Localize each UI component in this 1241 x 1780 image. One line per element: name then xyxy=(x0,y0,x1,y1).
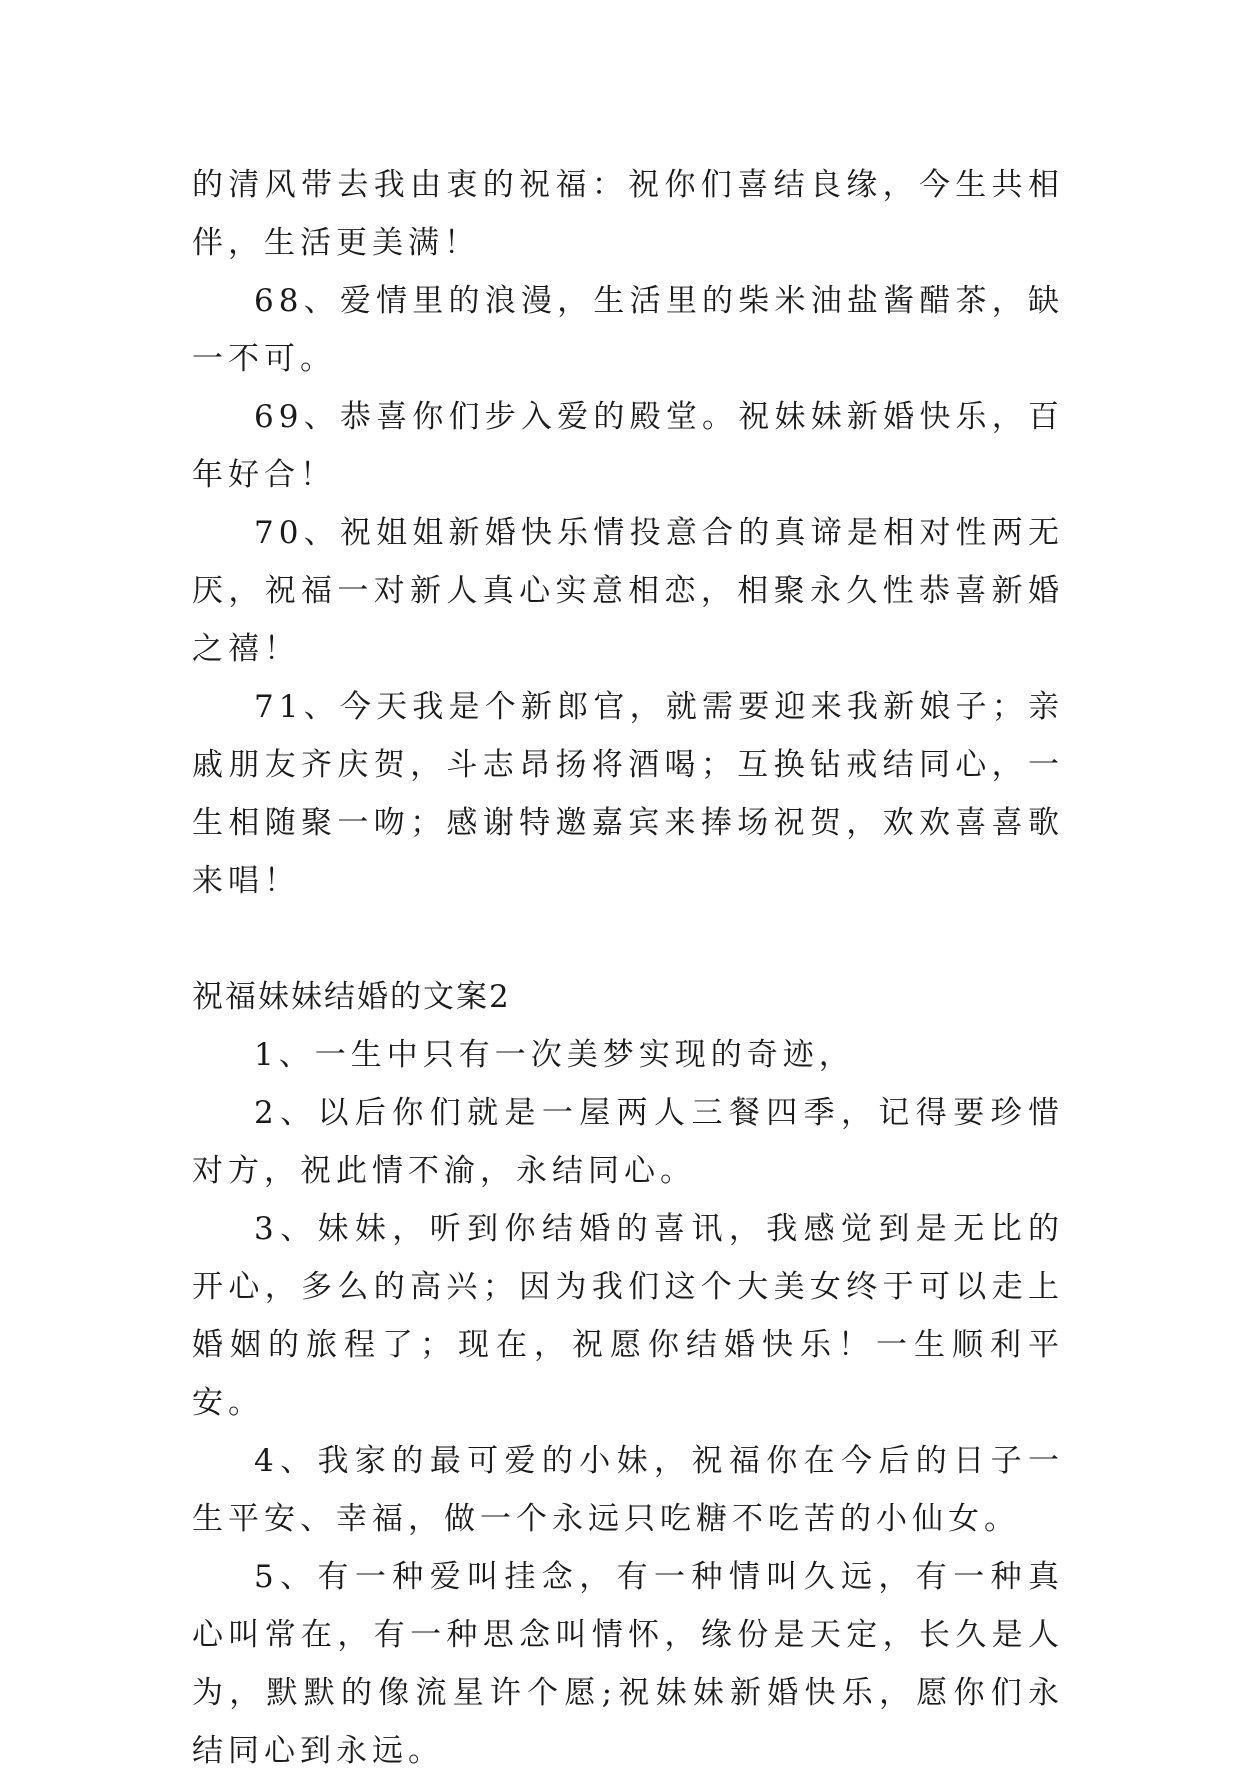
paragraph-2: 2、以后你们就是一屋两人三餐四季，记得要珍惜对方，祝此情不渝，永结同心。 xyxy=(192,1095,1064,1189)
paragraph-68: 68、爱情里的浪漫，生活里的柴米油盐酱醋茶，缺一不可。 xyxy=(192,283,1064,377)
paragraph-69: 69、恭喜你们步入爱的殿堂。祝妹妹新婚快乐，百年好合！ xyxy=(192,399,1064,493)
paragraph-1: 1、一生中只有一次美梦实现的奇迹， xyxy=(254,1037,855,1073)
paragraph-70: 70、祝姐姐新婚快乐情投意合的真谛是相对性两无厌，祝福一对新人真心实意相恋，相聚永久性恭喜新婚之禧！ xyxy=(192,515,1064,667)
paragraph-4: 4、我家的最可爱的小妹，祝福你在今后的日子一生平安、幸福，做一个永远只吃糖不吃苦的小仙女。 xyxy=(192,1443,1064,1537)
paragraph-3: 3、妹妹，听到你结婚的喜讯，我感觉到是无比的开心，多么的高兴；因为我们这个大美女终于可以走上婚姻的旅程了；现在，祝愿你结婚快乐！一生顺利平安。 xyxy=(192,1211,1064,1421)
paragraph-5: 5、有一种爱叫挂念，有一种情叫久远，有一种真心叫常在，有一种思念叫情怀，缘份是天定，长久是人为，默默的像流星许个愿;祝妹妹新婚快乐，愿你们永结同心到永远。 xyxy=(192,1559,1064,1769)
paragraph-continuation: 的清风带去我由衷的祝福：祝你们喜结良缘，今生共相伴，生活更美满！ xyxy=(192,167,1064,261)
document-body xyxy=(192,156,1064,1780)
section-heading: 祝福妹妹结婚的文案2 xyxy=(192,979,511,1015)
paragraph-71: 71、今天我是个新郎官，就需要迎来我新娘子；亲戚朋友齐庆贺，斗志昂扬将酒喝；互换钻戒结同心，一生相随聚一吻；感谢特邀嘉宾来捧场祝贺，欢欢喜喜歌来唱！ xyxy=(192,689,1064,899)
